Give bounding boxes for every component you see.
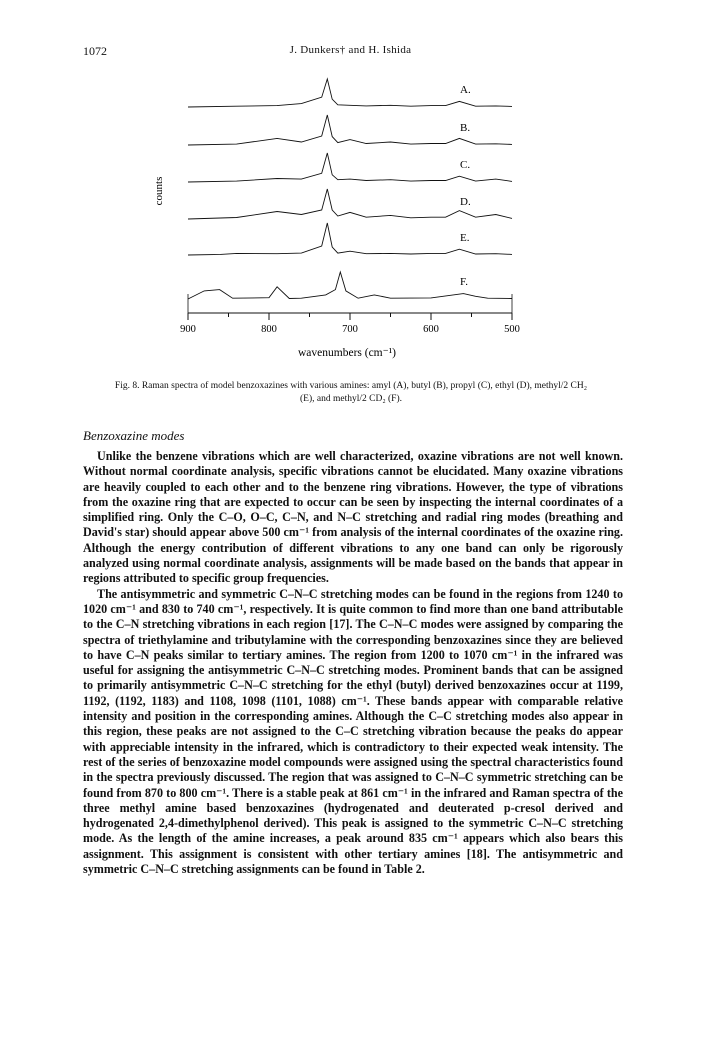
page-number: 1072 <box>83 44 107 58</box>
x-tick-label: 800 <box>261 324 277 335</box>
trace-label: C. <box>460 159 471 171</box>
y-axis-label: counts <box>153 176 165 206</box>
figure-caption: Fig. 8. Raman spectra of model benzoxazines with various amines: amyl (A), butyl (B), propyl (C), ethyl (D), methyl/2 CH₂ (E), and methyl/2 CD₂ (F). <box>114 381 588 404</box>
body-text <box>83 449 623 877</box>
trace-label: D. <box>460 196 471 208</box>
x-tick-label: 600 <box>423 324 439 335</box>
trace-label: B. <box>460 122 471 134</box>
trace-labels <box>460 84 471 288</box>
running-header: J. Dunkers† and H. Ishida <box>289 44 412 56</box>
x-tick-label: 700 <box>342 324 358 335</box>
raman-spectra-figure <box>140 66 550 371</box>
x-axis <box>180 294 520 335</box>
trace-label: A. <box>460 84 471 96</box>
trace-label: F. <box>460 276 468 288</box>
trace-label: E. <box>460 232 470 244</box>
paragraph: Unlike the benzene vibrations which are well characterized, oxazine vibrations are not well known. Without normal coordinate analysis, specific vibrations cannot be elucidated. Many oxazine vibrations are heavily coupled to each other and to the benzene ring vibrations. However, the type of vibrations from the oxazine ring that are expected to occur can be seen by inspecting the internal coordinates of a simplified ring. Only the C–O, O–C, C–N, and N–C stretching and radial ring modes (breathing and David's star) should appear above 500 cm⁻¹ from analysis of the internal coordinates of the oxazine ring. Although the energy contribution of different vibrations to any one band can only be rigorously analyzed using normal coordinate analysis, assignments will be made based on the bands that appear in regions attributed to specific group frequencies. <box>83 449 623 586</box>
x-tick-label: 500 <box>504 324 520 335</box>
section-title: Benzoxazine modes <box>83 428 185 443</box>
x-tick-label: 900 <box>180 324 196 335</box>
spectra-traces <box>188 79 512 299</box>
paragraph: The antisymmetric and symmetric C–N–C stretching modes can be found in the regions from 1240 to 1020 cm⁻¹ and 830 to 740 cm⁻¹, respectively. It is quite common to find more than one band attributable to the C–N stretching vibrations in each region [17]. The C–N–C modes were assigned by comparing the spectra of triethylamine and tributylamine with the corresponding benzoxazines since they are believed to have C–N peaks similar to tertiary amines. The region from 1200 to 1070 cm⁻¹ in the infrared was useful for assigning the antisymmetric C–N–C stretching modes. Prominent bands that can be assigned to primarily antisymmetric C–N–C stretching for the ethyl (butyl) derived benzoxazines occur at 1199, 1192, (1192, 1183) and 1108, 1098 (1101, 1088) cm⁻¹. These bands appear with comparable relative intensity and position in the corresponding amines. Although the C–C stretching modes also appear in this region, these peaks are not assigned to the C–C stretching vibration because the peaks do appear with appreciable intensity in the infrared, which is contradictory to their expected weak intensity. The rest of the series of benzoxazine model compounds were assigned using the spectral characteristics found in the spectra previously discussed. The region that was assigned to C–N–C symmetric stretching can be found from 870 to 800 cm⁻¹. There is a stable peak at 861 cm⁻¹ in the infrared and Raman spectra of the three methyl amine based benzoxazines (hydrogenated and deuterated p-cresol derived and hydrogenated 2,4-dimethylphenol derived). This peak is assigned to the symmetric C–N–C stretching mode. As the length of the amine increases, a peak around 835 cm⁻¹ appears which also bears this assignment. This assignment is consistent with other tertiary amines [18]. The antisymmetric and symmetric C–N–C stretching assignments can be found in Table 2. <box>83 586 623 877</box>
x-axis-label: wavenumbers (cm⁻¹) <box>298 347 396 359</box>
